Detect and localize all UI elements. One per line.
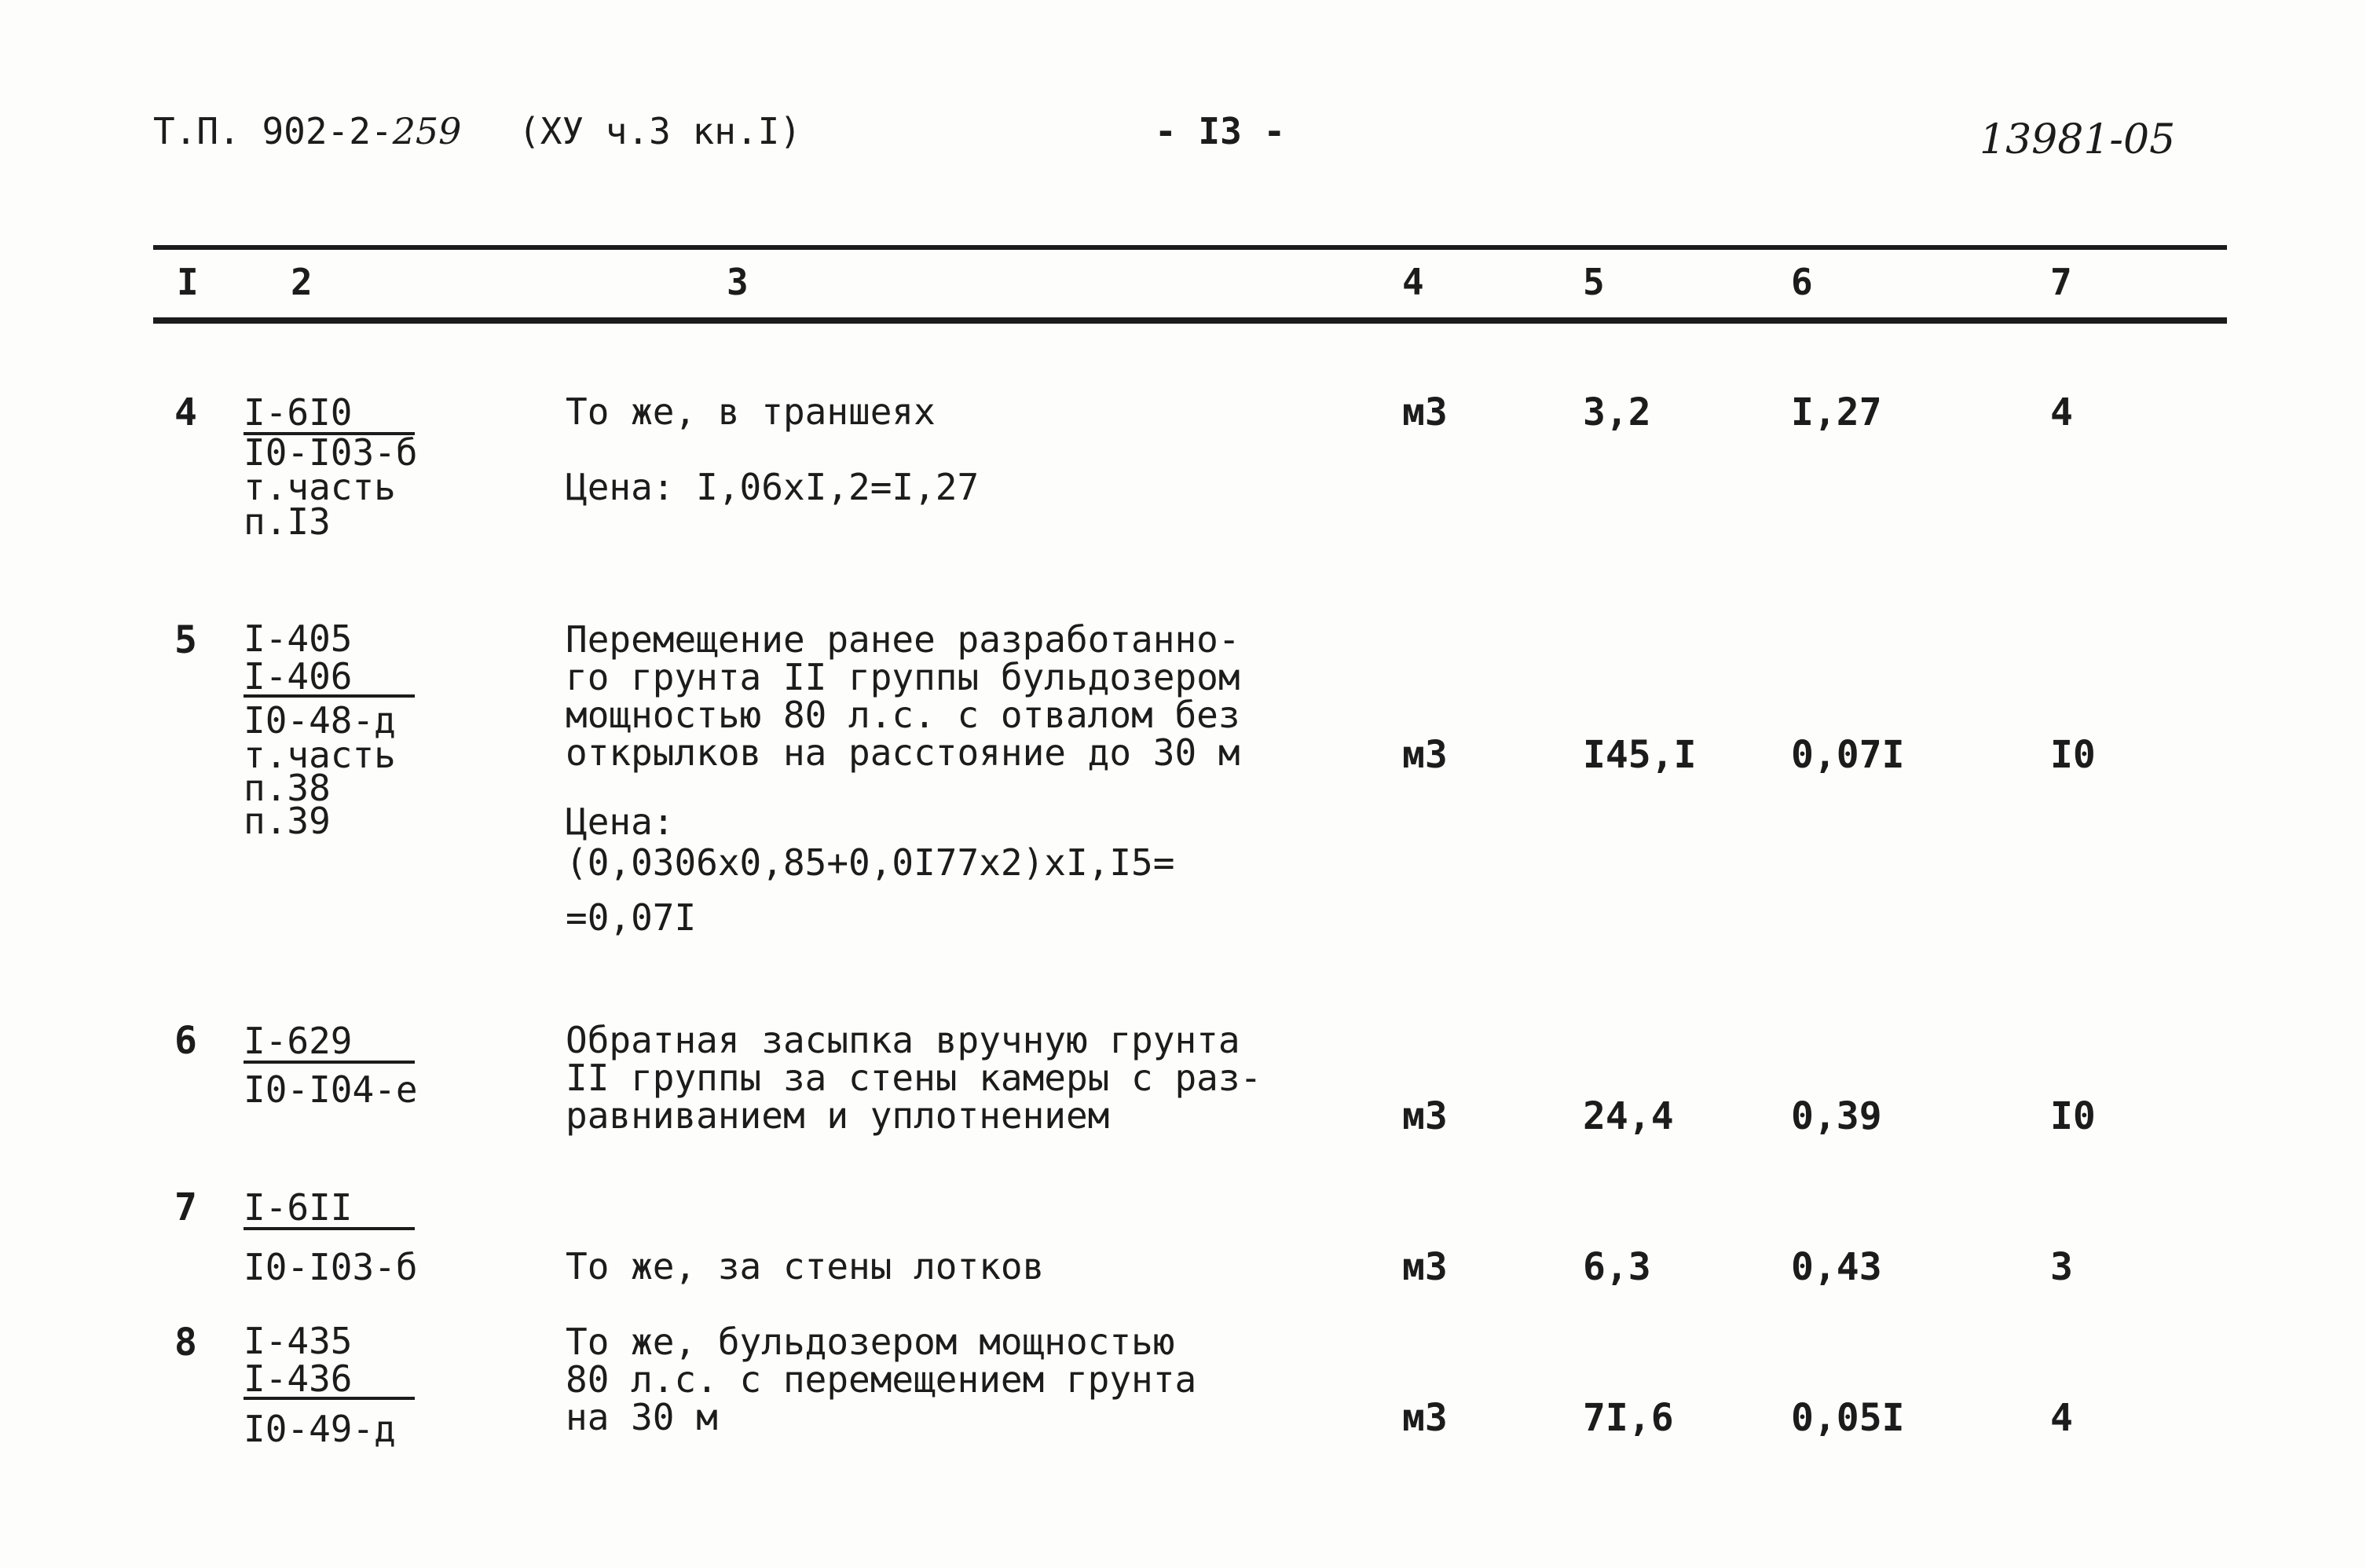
row-number: 7 [174, 1185, 197, 1229]
page-number: - I3 - [1155, 110, 1286, 152]
archive-number: 13981-05 [1980, 116, 2176, 163]
description-line: мощностью 80 л.с. с отвалом без [566, 694, 1240, 736]
description-line: равниванием и уплотнением [566, 1094, 1110, 1137]
norm-codes [244, 617, 415, 842]
unit-cost: 0,05I [1791, 1396, 1905, 1440]
norm-codes [244, 1188, 418, 1287]
work-description [566, 1019, 1262, 1137]
description-line: на 30 м [566, 1396, 718, 1438]
description-line: То же, бульдозером мощностью [566, 1321, 1175, 1363]
code-line: I-405 [244, 617, 353, 660]
code-primary: I-406 [244, 658, 415, 698]
unit: м3 [1402, 1245, 1448, 1289]
column-header-2: 2 [291, 261, 313, 303]
row-number: 5 [174, 618, 197, 662]
table-top-rule [153, 245, 2227, 250]
norm-codes [244, 1320, 415, 1450]
price-formula: Цена: [566, 800, 675, 843]
unit-cost: 0,07I [1791, 733, 1905, 777]
code-primary: I-6I0 [244, 393, 415, 435]
column-header-1: I [177, 261, 199, 303]
description-line: Обратная засыпка вручную грунта [566, 1019, 1240, 1061]
code-line: I0-48-д [244, 699, 396, 742]
quantity: 7I,6 [1583, 1396, 1674, 1440]
code-line: I-435 [244, 1320, 353, 1362]
code-line: I0-I03-б [244, 431, 418, 474]
row-number: 4 [174, 390, 197, 434]
description-line: открылков на расстояние до 30 м [566, 731, 1240, 774]
quantity: I45,I [1583, 733, 1697, 777]
code-primary: I-629 [244, 1021, 415, 1064]
column-header-4: 4 [1402, 261, 1424, 303]
norm-codes [244, 1021, 418, 1109]
row-number: 8 [174, 1321, 197, 1365]
work-description [566, 390, 980, 508]
column-header-6: 6 [1791, 261, 1813, 303]
unit: м3 [1402, 1094, 1448, 1138]
quantity: 3,2 [1583, 390, 1651, 434]
total-cost: 3 [2050, 1245, 2073, 1289]
unit: м3 [1402, 390, 1448, 434]
description-line: го грунта II группы бульдозером [566, 656, 1240, 698]
quantity: 24,4 [1583, 1094, 1674, 1138]
description-line: То же, в траншеях [566, 390, 936, 433]
code-line: т.часть [244, 734, 396, 776]
doc-reference [153, 110, 461, 152]
work-description [566, 618, 1240, 951]
description-line: То же, за стены лотков [566, 1245, 1045, 1288]
code-line: п.38 [244, 767, 331, 809]
doc-ref-typed: Т.П. 902-2- [153, 110, 393, 152]
code-primary: I-436 [244, 1361, 415, 1400]
work-description [566, 1245, 1045, 1288]
code-line: I0-I03-б [244, 1246, 418, 1288]
unit-cost: I,27 [1791, 390, 1882, 434]
code-line: п.I3 [244, 500, 331, 543]
row-number: 6 [174, 1019, 197, 1063]
work-description [566, 1323, 1196, 1436]
unit-cost: 0,43 [1791, 1245, 1882, 1289]
unit: м3 [1402, 733, 1448, 777]
volume-reference: (ХУ ч.3 кн.I) [518, 110, 802, 152]
total-cost: I0 [2050, 1094, 2096, 1138]
table-header-rule [153, 317, 2227, 324]
code-primary: I-6II [244, 1188, 415, 1230]
total-cost: 4 [2050, 1396, 2073, 1440]
code-line: I0-I04-е [244, 1068, 418, 1111]
description-line: 80 л.с. с перемещением грунта [566, 1358, 1197, 1401]
total-cost: I0 [2050, 733, 2096, 777]
description-line: Перемещение ранее разработанно- [566, 618, 1240, 661]
unit-cost: 0,39 [1791, 1094, 1882, 1138]
column-header-5: 5 [1583, 261, 1605, 303]
quantity: 6,3 [1583, 1245, 1651, 1289]
unit: м3 [1402, 1396, 1448, 1440]
code-line: п.39 [244, 800, 331, 842]
column-header-3: 3 [727, 261, 749, 303]
price-formula: Цена: I,06xI,2=I,27 [566, 466, 980, 508]
code-line: I0-49-д [244, 1408, 396, 1450]
norm-codes [244, 391, 418, 543]
code-line: т.часть [244, 466, 396, 508]
column-header-7: 7 [2050, 261, 2072, 303]
doc-ref-handwritten: 259 [392, 110, 462, 152]
description-line: II группы за стены камеры с раз- [566, 1057, 1262, 1099]
total-cost: 4 [2050, 390, 2073, 434]
price-formula: =0,07I [566, 896, 697, 939]
price-formula: (0,0306x0,85+0,0I77x2)xI,I5= [566, 841, 1175, 884]
